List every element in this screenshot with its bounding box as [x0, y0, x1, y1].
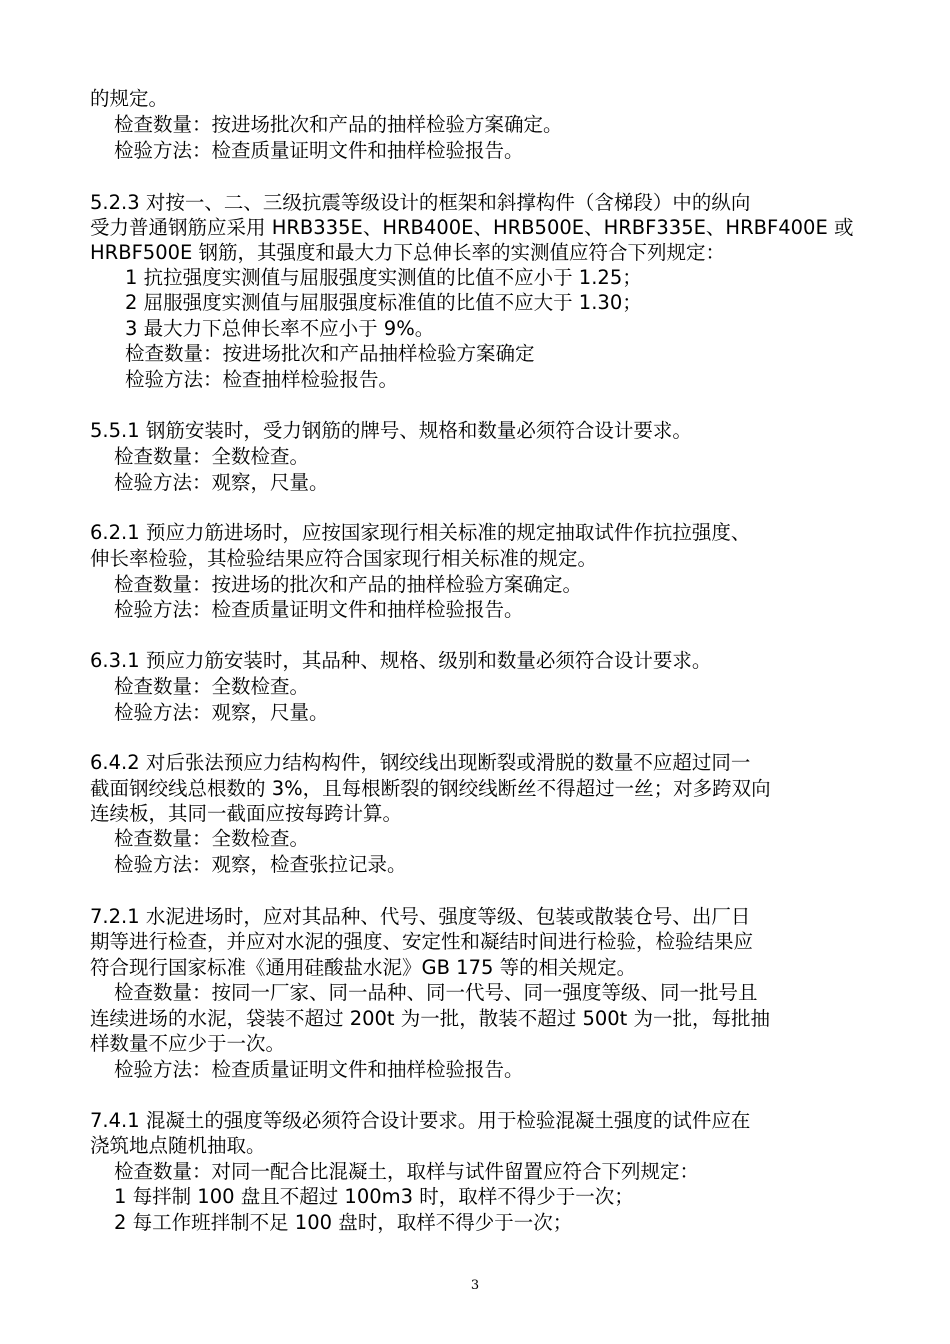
text-line: 符合现行国家标准《通用硅酸盐水泥》GB 175 等的相关规定。 — [90, 956, 637, 979]
page-number: 3 — [470, 1278, 480, 1293]
text-line: 截面钢绞线总根数的 3%，且每根断裂的钢绞线断丝不得超过一丝；对多跨双向 — [90, 777, 771, 800]
text-line: 伸长率检验，其检验结果应符合国家现行相关标准的规定。 — [90, 547, 598, 570]
clause-heading-5-5-1: 5.5.1 钢筋安装时，受力钢筋的牌号、规格和数量必须符合设计要求。 — [90, 419, 692, 442]
clause-heading-7-4-1: 7.4.1 混凝土的强度等级必须符合设计要求。用于检验混凝土强度的试件应在 — [90, 1109, 751, 1132]
text-line: 检查数量：按进场的批次和产品的抽样检验方案确定。 — [114, 573, 583, 596]
text-line: 连续板，其同一截面应按每跨计算。 — [90, 802, 403, 825]
text-line: 检验方法：观察，检查张拉记录。 — [114, 853, 407, 876]
text-line: 受力普通钢筋应采用 HRB335E、HRB400E、HRB500E、HRBF335E、HRBF400E 或 — [90, 216, 854, 239]
list-item: 2 屈服强度实测值与屈服强度标准值的比值不应大于 1.30； — [125, 291, 642, 314]
text-line: 的规定。 — [90, 87, 169, 110]
text-line: HRBF500E 钢筋，其强度和最大力下总伸长率的实测值应符合下列规定： — [90, 241, 726, 264]
list-item: 1 抗拉强度实测值与屈服强度实测值的比值不应小于 1.25； — [125, 266, 642, 289]
text-line: 检验方法：检查质量证明文件和抽样检验报告。 — [114, 598, 524, 621]
text-line: 检查数量：按进场批次和产品的抽样检验方案确定。 — [114, 113, 563, 136]
list-item: 2 每工作班拌制不足 100 盘时，取样不得少于一次； — [114, 1211, 573, 1234]
text-line: 期等进行检查，并应对水泥的强度、安定性和凝结时间进行检验，检验结果应 — [90, 930, 754, 953]
clause-heading-5-2-3: 5.2.3 对按一、二、三级抗震等级设计的框架和斜撑构件（含梯段）中的纵向 — [90, 191, 751, 214]
clause-heading-7-2-1: 7.2.1 水泥进场时，应对其品种、代号、强度等级、包装或散装仓号、出厂日 — [90, 905, 751, 928]
clause-heading-6-4-2: 6.4.2 对后张法预应力结构构件，钢绞线出现断裂或滑脱的数量不应超过同一 — [90, 751, 751, 774]
text-line: 浇筑地点随机抽取。 — [90, 1134, 266, 1157]
text-line: 检查数量：对同一配合比混凝土，取样与试件留置应符合下列规定： — [114, 1160, 700, 1183]
list-item: 1 每拌制 100 盘且不超过 100m3 时，取样不得少于一次； — [114, 1185, 634, 1208]
text-line: 检查数量：全数检查。 — [114, 445, 310, 468]
text-line: 检验方法：检查抽样检验报告。 — [125, 368, 399, 391]
text-line: 检验方法：观察，尺量。 — [114, 701, 329, 724]
text-line: 检查数量：全数检查。 — [114, 675, 310, 698]
text-line: 检查数量：按同一厂家、同一品种、同一代号、同一强度等级、同一批号且 — [114, 981, 758, 1004]
text-line: 检验方法：观察，尺量。 — [114, 471, 329, 494]
text-line: 检查数量：全数检查。 — [114, 827, 310, 850]
clause-heading-6-3-1: 6.3.1 预应力筋安装时，其品种、规格、级别和数量必须符合设计要求。 — [90, 649, 712, 672]
text-line: 检验方法：检查质量证明文件和抽样检验报告。 — [114, 139, 524, 162]
text-line: 检查数量：按进场批次和产品抽样检验方案确定 — [125, 342, 535, 365]
text-line: 样数量不应少于一次。 — [90, 1032, 286, 1055]
list-item: 3 最大力下总伸长率不应小于 9%。 — [125, 317, 435, 340]
text-line: 连续进场的水泥，袋装不超过 200t 为一批，散装不超过 500t 为一批，每批抽 — [90, 1007, 771, 1030]
clause-heading-6-2-1: 6.2.1 预应力筋进场时，应按国家现行相关标准的规定抽取试件作抗拉强度、 — [90, 521, 751, 544]
text-line: 检验方法：检查质量证明文件和抽样检验报告。 — [114, 1058, 524, 1081]
